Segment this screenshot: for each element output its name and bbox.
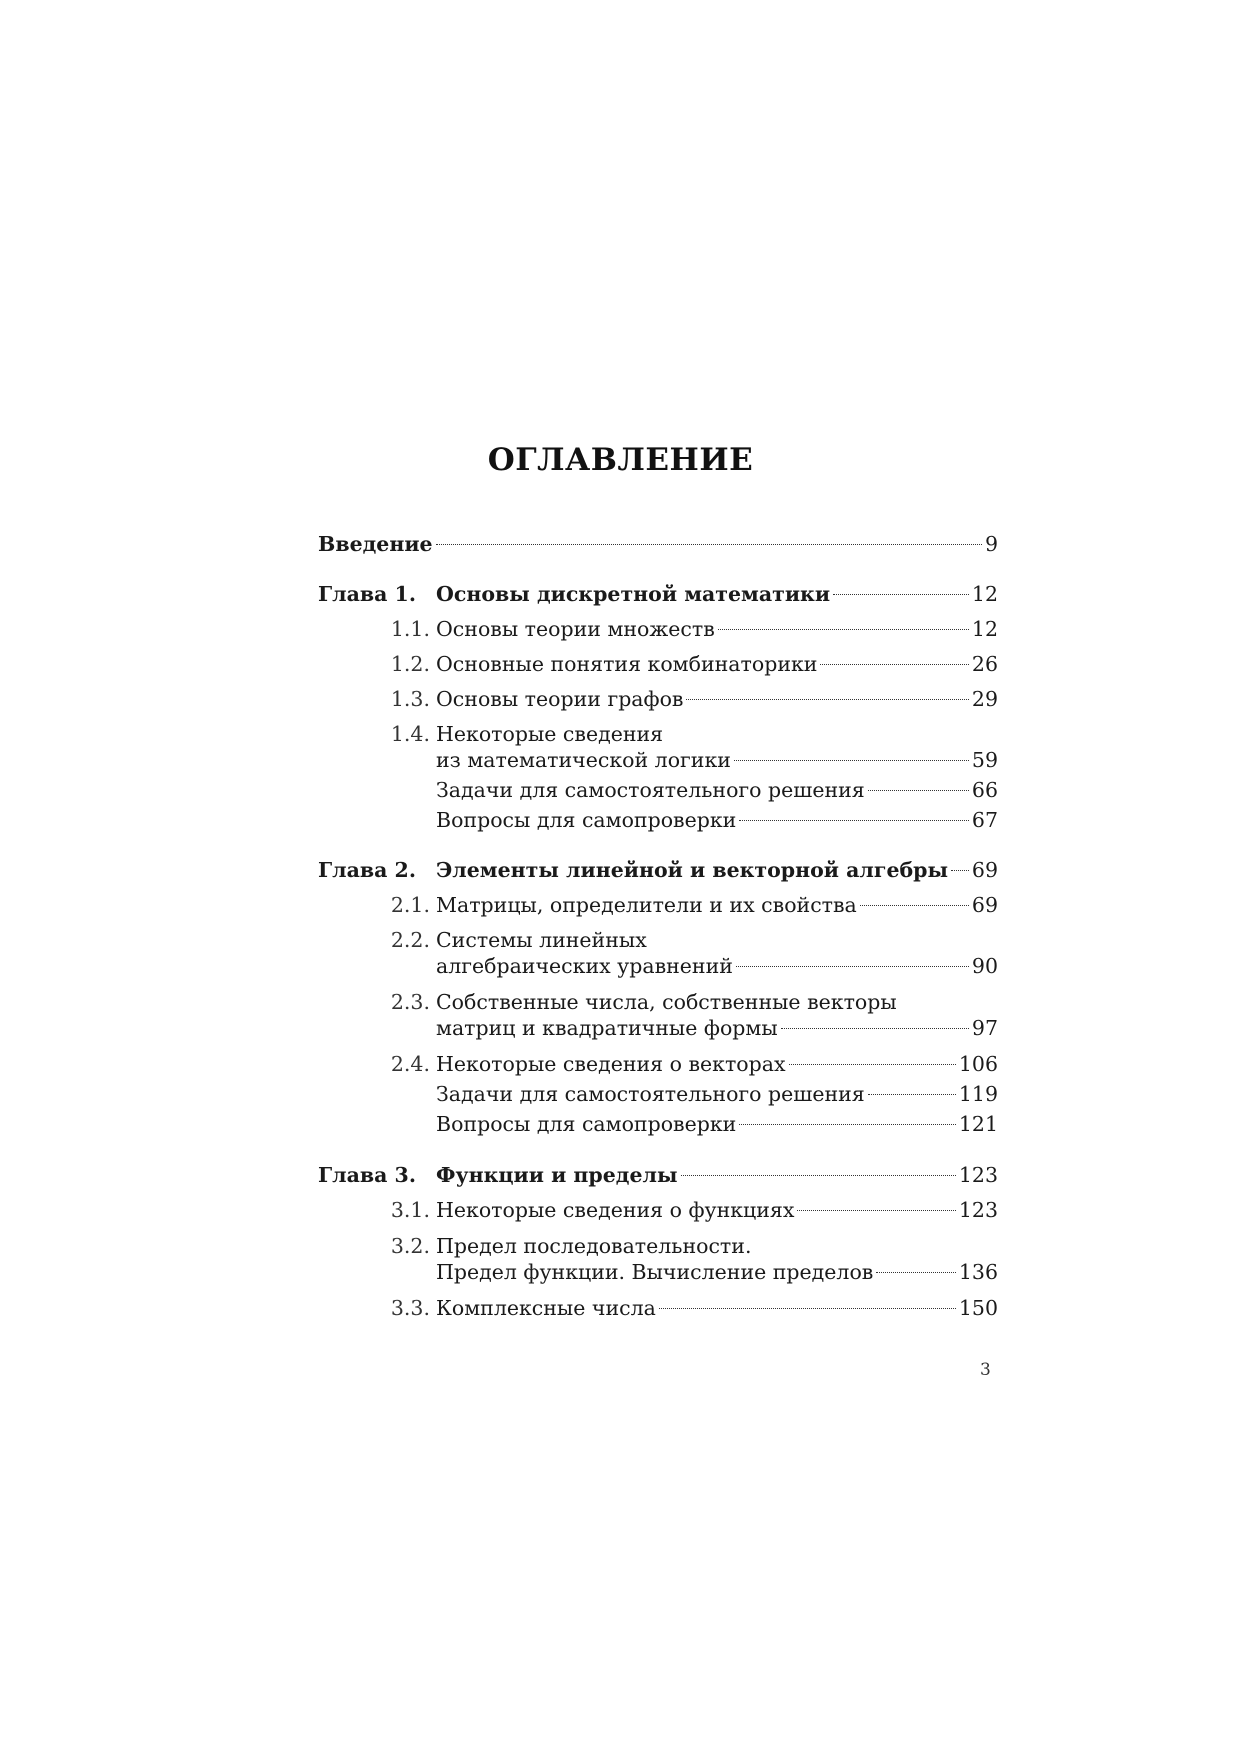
dot-leader — [868, 1094, 956, 1095]
chapter-number: Глава 2. — [318, 858, 416, 882]
section-title: Комплексные числа — [436, 1296, 656, 1320]
toc-page-number: 97 — [971, 1016, 998, 1040]
toc-section-2-4[interactable] — [318, 1050, 998, 1078]
dot-leader — [833, 594, 969, 595]
toc-section-2-2[interactable] — [318, 926, 998, 954]
section-number: 1.2. — [390, 652, 430, 676]
dot-leader — [734, 760, 969, 761]
toc-section-1-1[interactable] — [318, 615, 998, 643]
section-title: алгебраических уравнений — [436, 954, 733, 978]
toc-page-number: 123 — [958, 1163, 998, 1187]
section-title: Некоторые сведения о векторах — [436, 1052, 786, 1076]
chapter-title: Основы дискретной математики — [436, 582, 831, 606]
toc-page-number: 69 — [971, 893, 998, 917]
section-title-line-1: Некоторые сведения — [436, 722, 664, 746]
section-number: 2.4. — [390, 1052, 430, 1076]
toc-section-1-3[interactable] — [318, 685, 998, 713]
section-title-line-1: Предел последовательности. — [436, 1234, 752, 1258]
section-title: Матрицы, определители и их свойства — [436, 893, 857, 917]
dot-leader — [876, 1272, 956, 1273]
toc-page-number: 29 — [971, 687, 998, 711]
dot-leader — [736, 966, 969, 967]
section-title: Основные понятия комбинаторики — [436, 652, 818, 676]
toc-extra-1-questions[interactable] — [318, 806, 998, 834]
section-title: матриц и квадратичные формы — [436, 1016, 778, 1040]
section-title: Основы теории множеств — [436, 617, 715, 641]
toc-page-number: 150 — [958, 1296, 998, 1320]
toc-page-number: 67 — [971, 808, 998, 832]
toc-section-2-3-cont[interactable] — [318, 1014, 998, 1042]
section-title: Основы теории графов — [436, 687, 684, 711]
toc-section-2-2-cont[interactable] — [318, 952, 998, 980]
section-number: 2.1. — [390, 893, 430, 917]
dot-leader — [718, 629, 969, 630]
toc-extra-1-tasks[interactable] — [318, 776, 998, 804]
extra-title: Вопросы для самопроверки — [436, 1112, 737, 1136]
toc-page-number: 59 — [971, 748, 998, 772]
extra-title: Задачи для самостоятельного решения — [436, 778, 865, 802]
toc-chapter-3[interactable] — [318, 1161, 998, 1189]
toc-section-1-2[interactable] — [318, 650, 998, 678]
toc-chapter-2[interactable] — [318, 856, 998, 884]
section-number: 1.3. — [390, 687, 430, 711]
toc-extra-2-tasks[interactable] — [318, 1080, 998, 1108]
dot-leader — [860, 905, 969, 906]
toc-entry-intro[interactable] — [318, 530, 998, 558]
toc-page-number: 26 — [971, 652, 998, 676]
dot-leader — [868, 790, 969, 791]
toc-section-3-2-cont[interactable] — [318, 1258, 998, 1286]
section-number: 2.2. — [390, 928, 430, 952]
extra-title: Вопросы для самопроверки — [436, 808, 737, 832]
dot-leader — [797, 1210, 955, 1211]
chapter-number: Глава 1. — [318, 582, 416, 606]
dot-leader — [436, 544, 982, 545]
page-title: ОГЛАВЛЕНИЕ — [487, 442, 754, 478]
toc-page-number: 119 — [958, 1082, 998, 1106]
toc-chapter-1[interactable] — [318, 580, 998, 608]
dot-leader — [789, 1064, 956, 1065]
toc-section-2-1[interactable] — [318, 891, 998, 919]
dot-leader — [781, 1028, 969, 1029]
dot-leader — [686, 699, 968, 700]
extra-title: Задачи для самостоятельного решения — [436, 1082, 865, 1106]
toc-page-number: 69 — [971, 858, 998, 882]
section-number: 1.4. — [390, 722, 430, 746]
section-title-line-1: Собственные числа, собственные векторы — [436, 990, 897, 1014]
dot-leader — [951, 870, 969, 871]
dot-leader — [739, 820, 969, 821]
toc-page-number: 106 — [958, 1052, 998, 1076]
toc-section-3-3[interactable] — [318, 1294, 998, 1322]
section-number: 1.1. — [390, 617, 430, 641]
toc-section-2-3[interactable] — [318, 988, 998, 1016]
section-title: Некоторые сведения о функциях — [436, 1198, 795, 1222]
section-title: из математической логики — [436, 748, 731, 772]
chapter-number: Глава 3. — [318, 1163, 416, 1187]
toc-page-number: 9 — [984, 532, 998, 556]
dot-leader — [681, 1175, 956, 1176]
toc-entry-label: Введение — [318, 532, 433, 556]
chapter-title: Элементы линейной и векторной алгебры — [436, 858, 949, 882]
toc-section-1-4-cont[interactable] — [318, 746, 998, 774]
toc-page-number: 66 — [971, 778, 998, 802]
toc-page-number: 136 — [958, 1260, 998, 1284]
toc-page-number: 121 — [958, 1112, 998, 1136]
section-number: 3.2. — [390, 1234, 430, 1258]
toc-page-number: 12 — [971, 582, 998, 606]
toc-extra-2-questions[interactable] — [318, 1110, 998, 1138]
dot-leader — [820, 664, 968, 665]
toc-page-number: 123 — [958, 1198, 998, 1222]
section-number: 3.3. — [390, 1296, 430, 1320]
section-number: 3.1. — [390, 1198, 430, 1222]
dot-leader — [739, 1124, 956, 1125]
toc-section-3-1[interactable] — [318, 1196, 998, 1224]
toc-section-3-2[interactable] — [318, 1232, 998, 1260]
section-number: 2.3. — [390, 990, 430, 1014]
section-title: Предел функции. Вычисление пределов — [436, 1260, 874, 1284]
toc-page-number: 12 — [971, 617, 998, 641]
toc-page-number: 90 — [971, 954, 998, 978]
dot-leader — [659, 1308, 956, 1309]
chapter-title: Функции и пределы — [436, 1163, 678, 1187]
section-title-line-1: Системы линейных — [436, 928, 647, 952]
toc-section-1-4[interactable] — [318, 720, 998, 748]
page-number: 3 — [980, 1360, 991, 1380]
table-of-contents — [318, 0, 998, 1755]
